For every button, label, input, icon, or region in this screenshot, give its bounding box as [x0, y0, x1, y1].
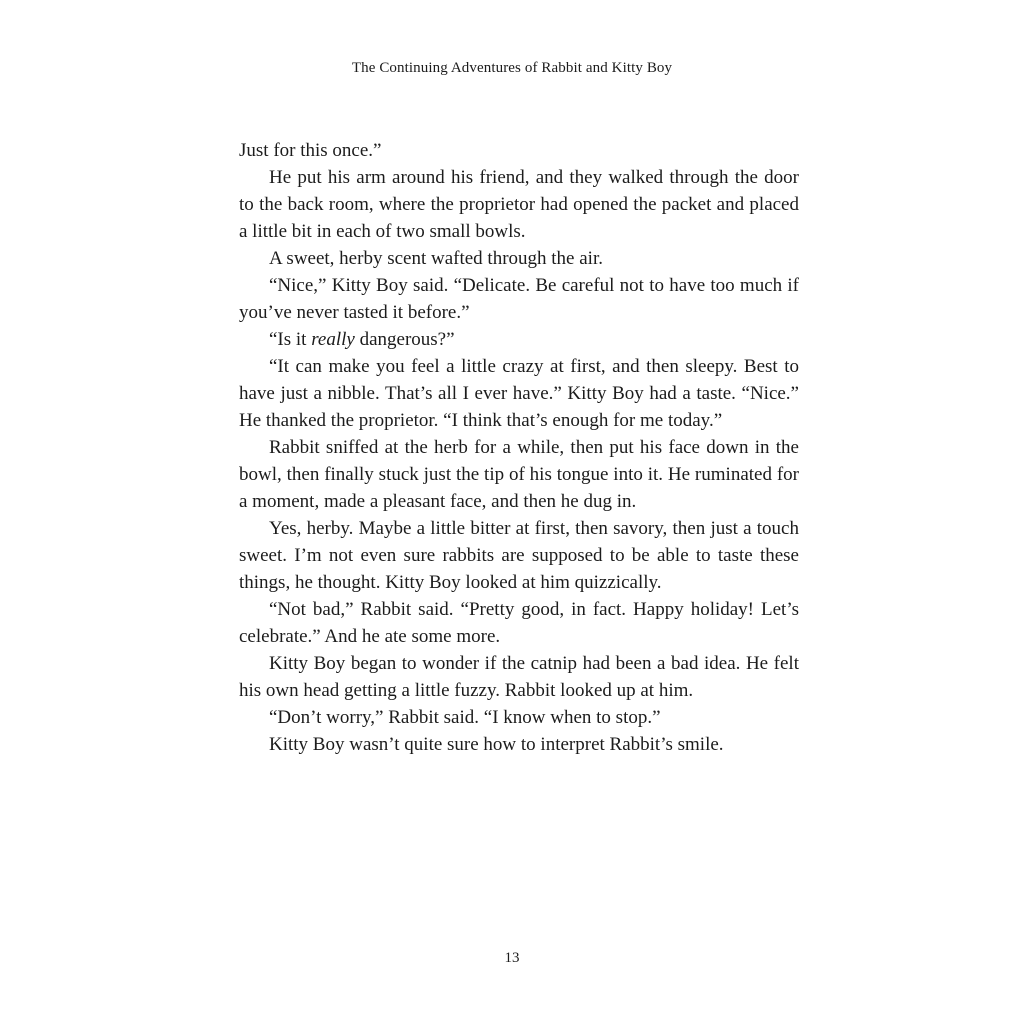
- paragraph: He put his arm around his friend, and they walked through the door to the back room, where the proprietor had opened the packet and placed a little bit in each of two small bowls.: [239, 167, 799, 242]
- paragraph: “Don’t worry,” Rabbit said. “I know when to stop.”: [269, 707, 661, 728]
- paragraph: A sweet, herby scent wafted through the air.: [269, 248, 603, 269]
- paragraph: “It can make you feel a little crazy at first, and then sleepy. Best to have just a nibble. That’s all I ever have.” Kitty Boy had a taste. “Nice.” He thanked the proprietor. “I think that’s enough for me today.”: [239, 356, 799, 431]
- running-head: The Continuing Adventures of Rabbit and Kitty Boy: [351, 60, 673, 76]
- body-text: [239, 137, 799, 758]
- paragraph-text: “Is it: [269, 329, 312, 350]
- paragraph: Kitty Boy wasn’t quite sure how to interpret Rabbit’s smile.: [269, 734, 724, 755]
- paragraph: “Nice,” Kitty Boy said. “Delicate. Be careful not to have too much if you’ve never tasted it before.”: [239, 275, 799, 323]
- page-number: 13: [504, 950, 520, 966]
- paragraph: “Not bad,” Rabbit said. “Pretty good, in fact. Happy holiday! Let’s celebrate.” And he ate some more.: [239, 599, 799, 647]
- paragraph: [239, 326, 799, 353]
- paragraph: Just for this once.”: [239, 140, 382, 161]
- emphasis: really: [311, 329, 355, 350]
- paragraph: Rabbit sniffed at the herb for a while, then put his face down in the bowl, then finally stuck just the tip of his tongue into it. He ruminated for a moment, made a pleasant face, and then he dug in.: [239, 437, 799, 512]
- paragraph: Kitty Boy began to wonder if the catnip had been a bad idea. He felt his own head getting a little fuzzy. Rabbit looked up at him.: [239, 653, 799, 701]
- paragraph: Yes, herby. Maybe a little bitter at first, then savory, then just a touch sweet. I’m not even sure rabbits are supposed to be able to taste these things, he thought. Kitty Boy looked at him quizzically.: [239, 518, 799, 593]
- paragraph-text: dangerous?”: [354, 329, 455, 350]
